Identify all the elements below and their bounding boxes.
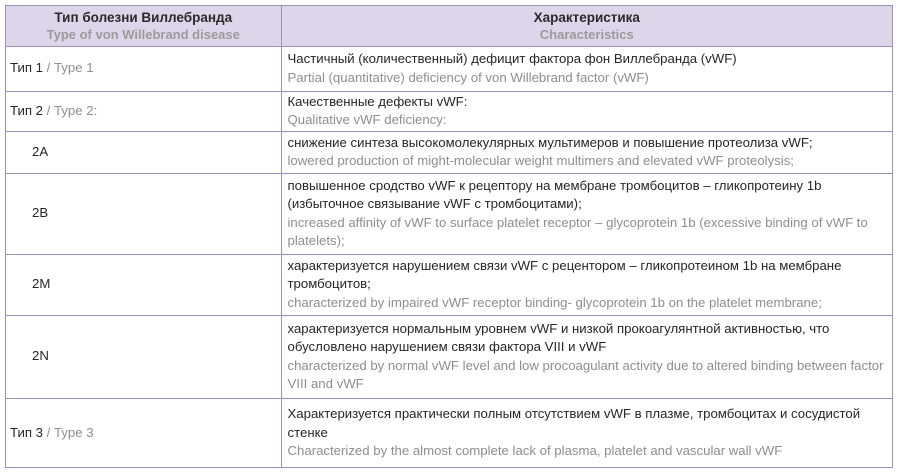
- characteristics-en: increased affinity of vWF to surface platelet receptor – glycoprotein 1b (excessive binding of vWF to platelets);: [287, 214, 868, 248]
- type-label: 2B: [32, 205, 49, 221]
- characteristics-ru: повышенное сродство vWF к рецептору на мембране тромбоцитов – гликопротеину 1b (избыточное связывание vWF с тромбоцитами);: [287, 177, 822, 211]
- type-label: 2A: [32, 143, 49, 159]
- type-label: 2M: [32, 276, 51, 292]
- characteristics-cell: [281, 398, 892, 467]
- header-type-cell: [6, 6, 281, 46]
- characteristics-en: lowered production of might-molecular weight multimers and elevated vWF proteolysis;: [287, 153, 794, 168]
- header-type-ru: Тип болезни Виллебранда: [54, 9, 233, 25]
- characteristics-en: characterized by normal vWF level and low procoagulant activity due to altered binding between factor VIII and vWF: [287, 357, 884, 391]
- type-cell: [6, 131, 281, 173]
- table-row-type-2n: [6, 315, 892, 398]
- characteristics-en: characterized by impaired vWF receptor binding- glycoprotein 1b on the platelet membrane;: [287, 294, 822, 310]
- characteristics-en: Characterized by the almost complete lack of plasma, platelet and vascular wall vWF: [287, 443, 783, 458]
- header-characteristics-en: Characteristics: [539, 26, 634, 42]
- type-separator: /: [42, 102, 54, 118]
- vwd-types-table-container: [5, 5, 893, 468]
- characteristics-cell: [281, 91, 892, 131]
- type-label-en: Type 1: [53, 60, 94, 76]
- type-cell: [6, 91, 281, 131]
- table-row-type-2: [6, 91, 892, 131]
- type-cell: [6, 315, 281, 398]
- type-label-ru: Тип 1: [10, 60, 43, 76]
- type-label: 2N: [32, 348, 49, 364]
- characteristics-cell: [281, 315, 892, 398]
- characteristics-en: Partial (quantitative) deficiency of von Willebrand factor (vWF): [287, 69, 649, 85]
- characteristics-ru: снижение синтеза высокомолекулярных мультимеров и повышение протеолиза vWF;: [287, 134, 813, 150]
- table-row-type-2a: [6, 131, 892, 173]
- header-characteristics-ru: Характеристика: [533, 9, 640, 25]
- characteristics-cell: [281, 254, 892, 315]
- characteristics-cell: [281, 46, 892, 91]
- type-cell: [6, 46, 281, 91]
- characteristics-ru: Частичный (количественный) дефицит фактора фон Виллебранда (vWF): [287, 51, 737, 66]
- table-row-type-2b: [6, 173, 892, 254]
- type-label-ru: Тип 3: [10, 424, 43, 440]
- characteristics-cell: [281, 131, 892, 173]
- header-type-en: Type of von Willebrand disease: [46, 26, 240, 42]
- type-separator: /: [42, 424, 54, 440]
- table-header-row: [6, 6, 892, 46]
- characteristics-ru: Характеризуется практически полным отсутствием vWF в плазме, тромбоцитах и сосудистой стенке: [287, 406, 861, 440]
- table-row-type-3: [6, 398, 892, 467]
- type-label-en: Type 3: [53, 424, 94, 440]
- characteristics-ru: характеризуется нарушением связи vWF с рецентором – гликопротеином 1b на мембране тромбоцитов;: [287, 257, 842, 292]
- type-separator: /: [42, 60, 54, 76]
- table-row-type-1: [6, 46, 892, 91]
- type-cell: [6, 173, 281, 254]
- type-cell: [6, 398, 281, 467]
- characteristics-ru: Качественные дефекты vWF:: [287, 93, 468, 109]
- characteristics-ru: характеризуется нормальным уровнем vWF и низкой прокоагулянтной активностью, что обусловлено нарушением связи фактора VIII и vWF: [287, 320, 830, 354]
- vwd-types-table: [6, 6, 892, 467]
- type-label-en: Type 2:: [53, 102, 98, 118]
- characteristics-cell: [281, 173, 892, 254]
- table-row-type-2m: [6, 254, 892, 315]
- type-label-ru: Тип 2: [10, 102, 43, 118]
- header-characteristics-cell: [281, 6, 892, 46]
- type-cell: [6, 254, 281, 315]
- characteristics-en: Qualitative vWF deficiency:: [287, 112, 447, 127]
